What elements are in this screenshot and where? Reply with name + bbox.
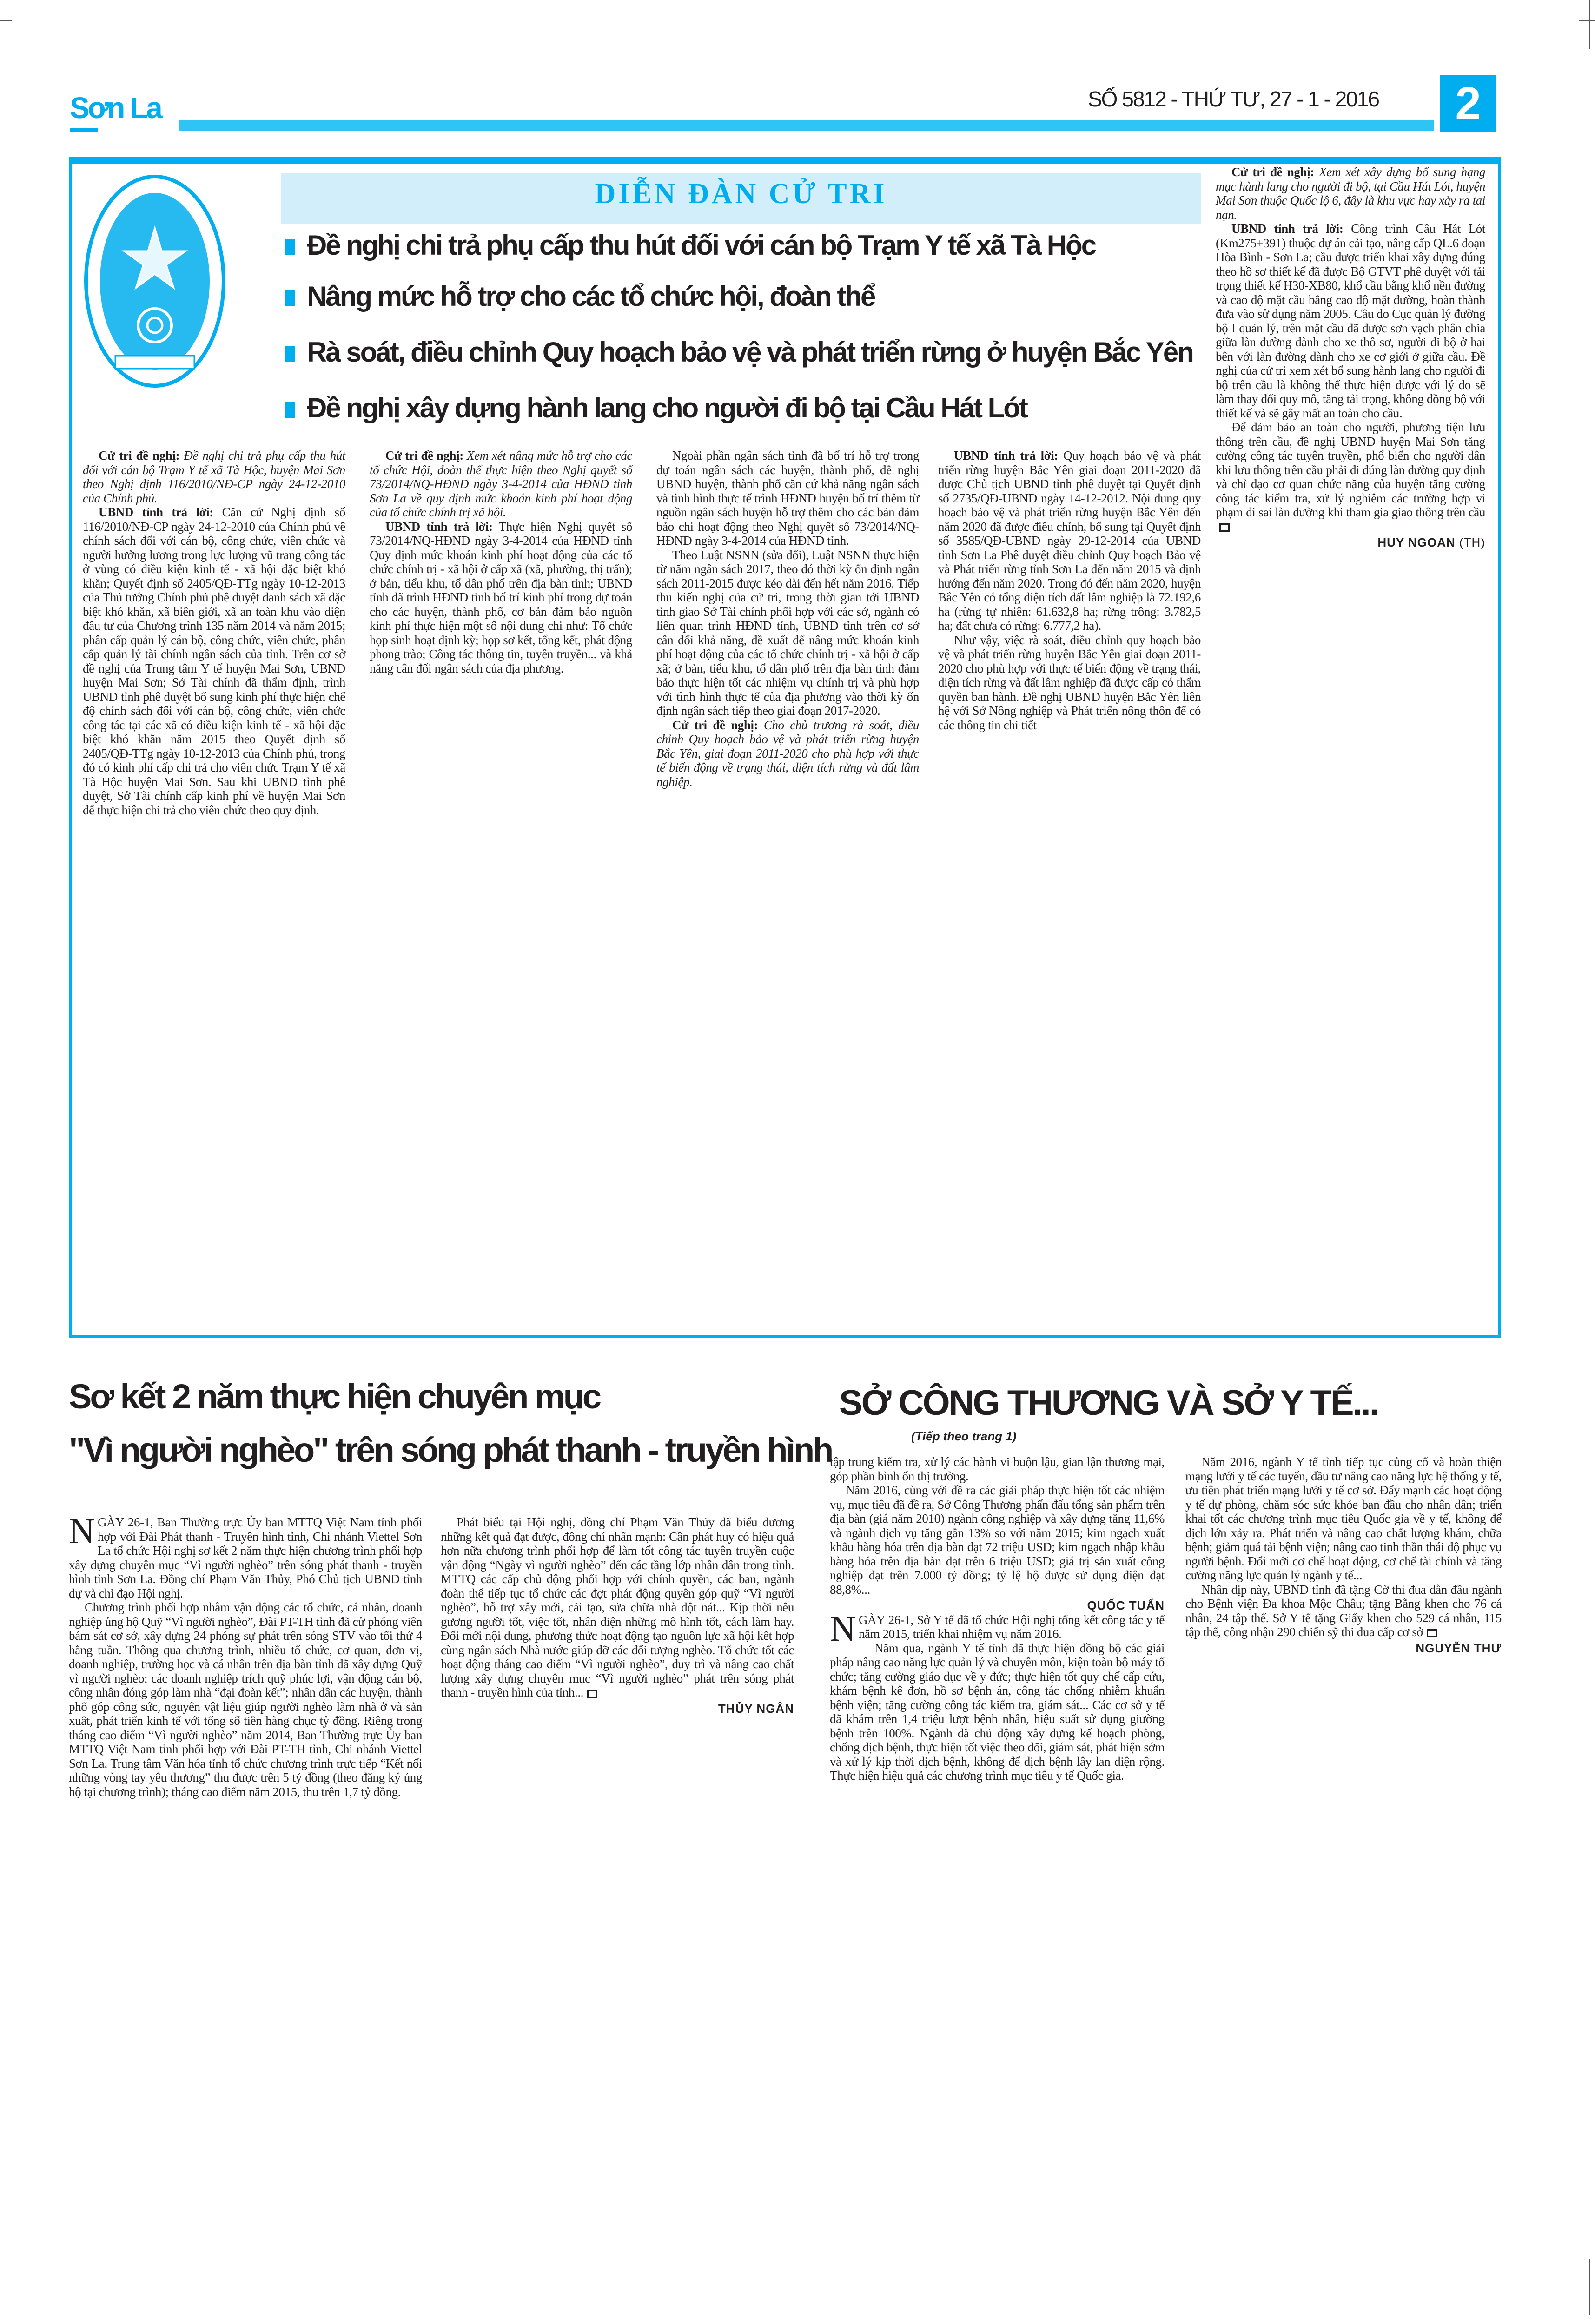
newspaper-brand: Sơn La — [70, 91, 161, 125]
forum-column-4 — [938, 449, 1201, 732]
q2-paragraph: Cử tri đề nghị: Xem xét nâng mức hỗ trợ cho các tổ chức Hội, đoàn thể thực hiện theo Nghị quyết số 73/2014/NQ-HĐND ngày 3-4-2014 của HĐND tỉnh Sơn La về quy định mức khoán kinh phí hoạt động của tổ chức chính trị xã hội. — [370, 449, 632, 519]
byline: QUỐC TUẤN — [1087, 1598, 1165, 1612]
continued-note: (Tiếp theo trang 1) — [911, 1429, 1017, 1443]
article-title: SỞ CÔNG THƯƠNG VÀ SỞ Y TẾ... — [839, 1383, 1378, 1423]
paragraph-1: tập trung kiểm tra, xử lý các hành vi buộn lậu, gian lận thương mại, góp phần bình ổn thị trường. — [830, 1455, 1165, 1483]
end-mark-icon — [587, 1690, 597, 1698]
q3-paragraph: Cử tri đề nghị: Cho chủ trương rà soát, điều chỉnh Quy hoạch bảo vệ và phát triển rừng huyện Bắc Yên, giai đoạn 2011-2020 cho phù hợp với thực tế biến động về trạng thái, diện tích rừng và đất lâm nghiệp. — [656, 718, 919, 789]
a3-paragraph: UBND tỉnh trả lời: Quy hoạch bảo vệ và phát triển rừng huyện Bắc Yên giai đoạn 2011-2020 đã được Chủ tịch UBND tỉnh phê duyệt tại Quyết định số 2735/QĐ-UBND ngày 14-12-2012. Nội dung quy hoạch bảo vệ và phát triển rừng huyện Bắc Yên đến năm 2020 đã được điều chỉnh, bổ sung tại Quyết định số 3585/QĐ-UBND ngày 29-12-2014 của UBND tỉnh Sơn La Phê duyệt điều chỉnh Quy hoạch Bảo vệ và Phát triển rừng tỉnh Sơn La đến năm 2015 và định hướng đến năm 2020. Trong đó đến năm 2020, huyện Bắc Yên có tổng diện tích đất lâm nghiệp là 72.192,6 ha (rừng tự nhiên: 61.632,8 ha; rừng trồng: 3.782,5 ha; đất chưa có rừng: 6.777,2 ha). — [938, 449, 1201, 633]
end-mark-icon — [1219, 523, 1230, 532]
national-emblem-icon — [83, 172, 227, 390]
crop-mark — [1589, 2259, 1590, 2315]
bullet-icon — [285, 290, 295, 306]
paragraph-4: Năm qua, ngành Y tế tỉnh đã thực hiện đồng bộ các giải pháp nâng cao năng lực quản lý và chuyên môn, kiện toàn bộ máy tổ chức; tăng cường giáo dục về y đức; thực hiện tốt quy chế cấp cứu, khám bệnh kê đơn, hồ sơ bệnh án, công tác chống nhiễm khuẩn bệnh viện; tăng cường công tác kiểm tra, giám sát... Các cơ sở y tế đã khám trên 1,4 triệu lượt bệnh nhân, hiệu suất sử dụng giường bệnh trên 100%. Ngành đã chủ động xây dựng kế hoạch phòng, chống dịch bệnh, thực hiện tốt việc theo dõi, giám sát, phát hiện sớm và xử lý kịp thời dịch bệnh, không để dịch bệnh lây lan diện rộng. Thực hiện hiệu quả các chương trình mục tiêu y tế Quốc gia. — [830, 1641, 1165, 1783]
bullet-icon — [285, 402, 295, 418]
section-kicker: DIỄN ĐÀN CỬ TRI — [595, 178, 887, 210]
article-title-line-2: "Vì người nghèo" trên sóng phát thanh - truyền hình — [69, 1431, 832, 1469]
lead-paragraph: NGÀY 26-1, Ban Thường trực Ủy ban MTTQ Việt Nam tỉnh phối hợp với Đài Phát thanh - Truyền hình tỉnh, Chi nhánh Viettel Sơn La tổ chức Hội nghị sơ kết 2 năm thực hiện chương trình phối hợp xây dựng chuyên mục “Vì người nghèo” trên sóng phát thanh - truyền hình tỉnh Sơn La. Đồng chí Phạm Văn Thủy, Phó Chủ tịch UBND tỉnh dự và chỉ đạo Hội nghị. — [69, 1511, 422, 1600]
q1-paragraph: Cử tri đề nghị: Đề nghị chi trả phụ cấp thu hút đối với cán bộ Trạm Y tế xã Tà Hộc, huyện Mai Sơn theo Nghị định 116/2010/NĐ-CP ngày 24-12-2010 của Chính phủ. — [83, 449, 345, 505]
bullet-icon — [285, 239, 295, 255]
crop-mark — [0, 20, 12, 21]
end-mark-icon — [1427, 1629, 1437, 1637]
a4-paragraph: UBND tỉnh trả lời: Công trình Cầu Hát Lót (Km275+391) thuộc dự án cải tạo, nâng cấp QL.6 đoạn Hòa Bình - Sơn La; cầu được triển khai xây dựng đúng theo hồ sơ thiết kế đã được Bộ GTVT phê duyệt với tải trọng thiết kế H30-XB80, khổ cầu bằng khổ nền đường và cao độ mặt cầu bằng cao độ mặt đường, hoàn thành đưa vào sử dụng năm 2005. Cầu do Cục quản lý đường bộ I quản lý, trên mặt cầu đã được sơn vạch phân chia giữa làn đường dành cho xe thô sơ, người đi bộ ở hai bên với làn đường dành cho xe cơ giới ở giữa cầu. Đề nghị của cử tri xem xét bổ sung hành lang cho người đi bộ trên cầu là không thể thực hiện được với lý do sẽ làm thay đổi quy mô, tăng tải trọng, không đồng bộ với thiết kế và sẽ gây mất an toàn cho cầu. — [1216, 222, 1485, 420]
forum-column-3 — [656, 449, 919, 789]
article-title-line-1: Sơ kết 2 năm thực hiện chuyên mục — [69, 1377, 600, 1416]
a2-paragraph: UBND tỉnh trả lời: Thực hiện Nghị quyết số 73/2014/NQ-HĐND ngày 3-4-2014 của HĐND tỉnh Quy định mức khoán kinh phí hoạt động của các tổ chức chính trị - xã hội ở cấp xã (xã, phường, thị trấn); ở bản, tiểu khu, tổ dân phố trên địa bàn tỉnh; UBND tỉnh đã trình HĐND tỉnh bố trí kinh phí trong dự toán cho các huyện, thành phố, cơ bản đảm bảo nguồn kinh phí thực hiện một số nội dung chi như: Tổ chức họp sinh hoạt định kỳ; họp sơ kết, tổng kết, phát động phong trào; Công tác thông tin, tuyên truyền... và khả năng cân đối ngân sách của địa phương. — [370, 519, 633, 675]
header-bar — [179, 120, 1434, 131]
q4-paragraph: Cử tri đề nghị: Xem xét xây dựng bổ sung hạng mục hành lang cho người đi bộ, tại Cầu Hát Lót, huyện Mai Sơn thuộc Quốc lộ 6, đây là khu vực hay xảy ra tai nạn. — [1216, 165, 1485, 222]
byline: HUY NGOAN (TH) — [1377, 535, 1485, 549]
paragraph-3: Phát biểu tại Hội nghị, đồng chí Phạm Văn Thủy đã biểu dương những kết quả đạt được, đồng chí nhấn mạnh: Cần phát huy có hiệu quả hơn nữa chương trình phối hợp để làm tốt công tác tuyên truyền cuộc vận động “Ngày vì người nghèo” đến các tầng lớp nhân dân trong tỉnh. MTTQ các cấp chủ động phối hợp với chính quyền, các ban, ngành đoàn thể tiếp tục tổ chức các đợt phát động quyên góp quỹ “Vì người nghèo”, hỗ trợ xây mới, cải tạo, sửa chữa nhà dột nát... Kịp thời nêu gương người tốt, việc tốt, nhân diện những mô hình tốt, cách làm hay. Đổi mới nội dung, phương thức hoạt động tạo nguồn lực xã hội kết hợp cùng ngân sách Nhà nước giúp đỡ các đối tượng nghèo. Tổ chức tốt các hoạt động tháng cao điểm “Vì người nghèo”, duy trì và nâng cao chất lượng xây dựng chuyên mục “Vì người nghèo” phát trên sóng phát thanh - truyền hình của tỉnh... — [441, 1515, 794, 1699]
forum-column-2 — [370, 449, 632, 675]
paragraph-6: Nhân dịp này, UBND tỉnh đã tặng Cờ thi đua dẫn đầu ngành cho Bệnh viện Đa khoa Mộc Châu; tặng Bằng khen cho 76 cá nhân, 24 tập thể. Sở Y tế tặng Giấy khen cho 529 cá nhân, 115 tập thể, công nhận 290 chiến sỹ thi đua cấp cơ sở — [1185, 1582, 1502, 1639]
depts-article-column-1 — [830, 1455, 1165, 1783]
paragraph-5: Năm 2016, ngành Y tế tỉnh tiếp tục củng cố và hoàn thiện mạng lưới y tế các tuyến, đầu tư nâng cao năng lực hệ thống y tế, ưu tiên phát triển mạng lưới y tế cơ sở. Đẩy mạnh các hoạt động y tế dự phòng, chăm sóc sức khỏe ban đầu cho nhân dân; triển khai tốt các chương trình mục tiêu Quốc gia về y tế, không để dịch lớn xảy ra. Phát triển và nâng cao chất lượng khám, chữa bệnh; giảm quá tải bệnh viện; nâng cao tinh thần thái độ phục vụ người bệnh. Đổi mới cơ chế hoạt động, cơ chế tài chính và tăng cường năng lực quản lý ngành y tế... — [1185, 1455, 1502, 1582]
a4-paragraph-2: Để đảm bảo an toàn cho người, phương tiện lưu thông trên cầu, đề nghị UBND huyện Mai Sơn tăng cường công tác tuyên truyền, phổ biến cho người dân khi lưu thông trên cầu phải đi đúng làn đường quy định và chỉ đạo cơ quan chức năng của huyện tăng cường công tác kiểm tra, xử lý nghiêm các trường hợp vi phạm đi sai làn đường khi tham gia giao thông trên cầu — [1216, 420, 1485, 534]
a3-paragraph-2: Như vậy, việc rà soát, điều chỉnh quy hoạch bảo vệ và phát triển rừng huyện Bắc Yên giai đoạn 2011-2020 cho phù hợp với thực tế biến động về trạng thái, diện tích rừng và đất lâm nghiệp đã được cấp có thẩm quyền ban hành. Đề nghị UBND huyện Bắc Yên liên hệ với Sở Nông nghiệp và Phát triển nông thôn để có các thông tin chi tiết — [938, 633, 1201, 732]
crop-mark — [1579, 20, 1595, 21]
forum-column-1 — [83, 449, 345, 817]
headline-1: Đề nghị chi trả phụ cấp thu hút đối với cán bộ Trạm Y tế xã Tà Hộc — [285, 227, 1205, 264]
paragraph-2: Chương trình phối hợp nhằm vận động các tổ chức, cá nhân, doanh nghiệp ủng hộ Quỹ “Vì người nghèo”, Đài PT-TH tỉnh đã cử phóng viên bám sát cơ sở, xây dựng 24 phóng sự phát trên sóng STV vào tối thứ 4 hằng tuần. Thông qua chương trình, nhiều tổ chức, cơ quan, đơn vị, doanh nghiệp, trường học và cá nhân trên địa bàn tỉnh đã xây dựng Quỹ vì người nghèo; các doanh nghiệp trích quỹ phúc lợi, vận động cán bộ, công nhân đóng góp làm nhà “đại đoàn kết”; nhân dân các huyện, thành phố góp công sức, nguyên vật liệu giúp người nghèo làm nhà ở và sản xuất, phát triển kinh tế với tổng số tiền hàng chục tỷ đồng. Riêng trong tháng cao điểm “Vì người nghèo” năm 2014, Ban Thường trực Ủy ban MTTQ Việt Nam tỉnh phối hợp với Đài PT-TH tỉnh, Chi nhánh Viettel Sơn La, Trung tâm Văn hóa tỉnh tổ chức chương trình trực tiếp “Kết nối những vòng tay yêu thương” thu được trên 5 tỷ đồng (theo đăng ký ủng hộ tại chương trình); tháng cao điểm năm 2015, thu trên 1,7 tỷ đồng. — [69, 1600, 422, 1799]
drop-cap: N — [830, 1608, 856, 1649]
brand-underline — [70, 128, 98, 132]
poor-article-column-1 — [69, 1511, 422, 1799]
crop-mark — [1589, 0, 1590, 49]
byline: NGUYỄN THƯ — [1416, 1641, 1502, 1655]
forum-column-5 — [1216, 165, 1485, 550]
depts-article-column-2 — [1185, 1455, 1502, 1655]
page-number: 2 — [1440, 75, 1496, 132]
headline-3: Rà soát, điều chỉnh Quy hoạch bảo vệ và phát triển rừng ở huyện Bắc Yên — [285, 334, 1205, 371]
headline-2: Nâng mức hỗ trợ cho các tổ chức hội, đoàn thể — [285, 278, 1205, 315]
headline-4: Đề nghị xây dựng hành lang cho người đi bộ tại Cầu Hát Lót — [285, 390, 1205, 427]
issue-line: SỐ 5812 - THỨ TƯ, 27 - 1 - 2016 — [1088, 87, 1379, 111]
paragraph-3: NGÀY 26-1, Sở Y tế đã tổ chức Hội nghị tổng kết công tác y tế năm 2015, triển khai nhiệm vụ năm 2016. — [830, 1608, 1165, 1649]
a2-paragraph-2: Ngoài phần ngân sách tỉnh đã bố trí hỗ trợ trong dự toán ngân sách các huyện, thành phố, đề nghị UBND huyện, thành phố căn cứ khả năng ngân sách và tình hình thực tế trình HĐND huyện bố trí thêm từ nguồn ngân sách huyện hỗ trợ thêm cho các bản đảm bảo chi hoạt động theo Nghị quyết số 73/2014/NQ-HĐND ngày 3-4-2014 của HĐND tỉnh. — [656, 449, 919, 548]
a1-paragraph: UBND tỉnh trả lời: Căn cứ Nghị định số 116/2010/NĐ-CP ngày 24-12-2010 của Chính phủ về chính sách đối với cán bộ, công chức, viên chức và người hưởng lương trong lực lượng vũ trang công tác ở vùng có điều kiện kinh tế - xã hội đặc biệt khó khăn; Quyết định số 2405/QĐ-TTg ngày 10-12-2013 của Thủ tướng Chính phủ phê duyệt danh sách xã đặc biệt khó khăn, xã biên giới, xã an toàn khu vào diện đầu tư của Chương trình 135 năm 2014 và năm 2015; phân cấp quản lý cán bộ, công chức, viên chức, phân cấp quản lý tài chính ngân sách của tỉnh. Trên cơ sở đề nghị của Trung tâm Y tế huyện Mai Sơn, UBND huyện Mai Sơn; Sở Tài chính đã thẩm định, trình UBND tỉnh phê duyệt bổ sung kinh phí thực hiện chế độ chính sách đối với cán bộ, công chức, viên chức công tác tại các xã có điều kiện kinh tế - xã hội đặc biệt khó khăn năm 2015 theo Quyết định số 2405/QĐ-TTg ngày 10-12-2013 của Chính phủ, trong đó có kinh phí cấp chi trả cho viên chức Trạm Y tế xã Tà Hộc huyện Mai Sơn. Sau khi UBND tỉnh phê duyệt, Sở Tài chính cấp kinh phí về huyện Mai Sơn để thực hiện chi trả cho viên chức theo quy định. — [83, 505, 345, 817]
drop-cap: N — [69, 1511, 95, 1551]
byline: THỦY NGÂN — [718, 1701, 794, 1716]
bullet-icon — [285, 346, 295, 362]
paragraph-2: Năm 2016, cùng với đề ra các giải pháp thực hiện tốt các nhiệm vụ, mục tiêu đã đề ra, Sở Công Thương phấn đấu tổng sản phẩm trên địa bàn (giá năm 2010) ngành công nghiệp và xây dựng tăng 11,6% và ngành dịch vụ tăng gần 13% so với năm 2015; kim ngạch xuất khẩu hàng hóa trên địa bàn đạt 72 triệu USD; kim ngạch nhập khẩu hàng hóa trên địa bàn đạt trên 6 triệu USD; giá trị sản xuất công nghiệp đạt trên 7.000 tỷ đồng; tỷ lệ hộ được sử dụng điện đạt 88,8%... — [830, 1483, 1165, 1597]
poor-article-column-2 — [441, 1515, 794, 1716]
a2-paragraph-3: Theo Luật NSNN (sửa đổi), Luật NSNN thực hiện từ năm ngân sách 2017, theo đó thời kỳ ổn định ngân sách 2011-2015 được kéo dài đến hết năm 2016. Tiếp thu kiến nghị của cử tri, trong thời gian tới UBND tỉnh giao Sở Tài chính phối hợp với các sở, ngành có liên quan trình HĐND tỉnh, UBND tỉnh trên cơ sở cân đối khả năng, đề xuất để nâng mức khoán kinh phí hoạt động của các tổ chức chính trị - xã hội ở cấp xã; ở bản, tiểu khu, tổ dân phố trên địa bàn tỉnh đảm bảo thực hiện tốt các nhiệm vụ chính trị và phù hợp với tình hình thực tế của địa phương vào thời kỳ ổn định ngân sách tiếp theo giai đoạn 2017-2020. — [656, 548, 919, 718]
